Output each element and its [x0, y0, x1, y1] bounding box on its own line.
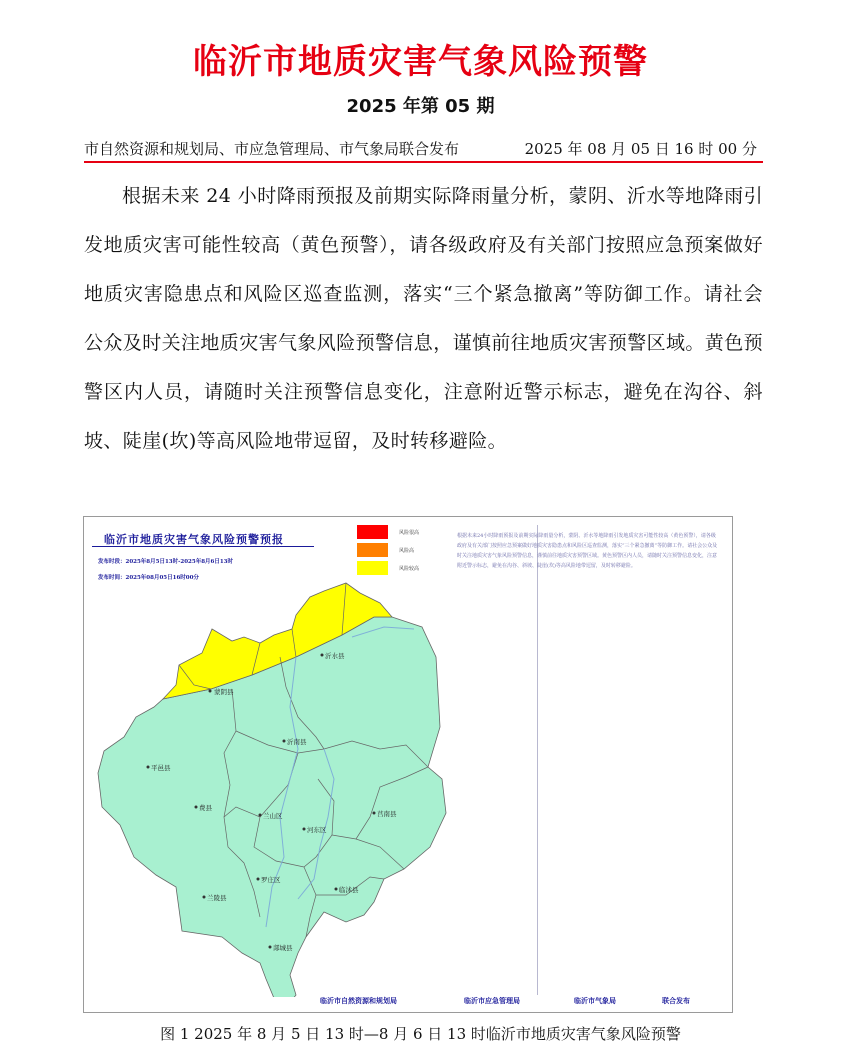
county-label-feixian: 费县	[199, 804, 212, 812]
county-dot-hedong	[303, 828, 306, 831]
map-valid-time: 发布时段：2025年8月5日13时-2025年8月6日13时	[98, 559, 234, 565]
map-panel-divider	[537, 525, 538, 995]
county-label-lanshan: 兰山区	[263, 812, 283, 820]
county-dot-luozhuang	[257, 878, 260, 881]
map-footer-org-nr: 临沂市自然资源和规划局	[320, 996, 397, 1005]
issue-number: 2025 年第 05 期	[346, 96, 495, 117]
county-label-linshu: 临沭县	[339, 886, 359, 894]
legend-label-high: 风险高	[399, 548, 415, 554]
county-dot-yishui	[321, 654, 324, 657]
legend-label-relatively-high: 风险较高	[399, 566, 420, 572]
county-label-tancheng: 郯城县	[273, 944, 293, 952]
county-label-lanling: 兰陵县	[207, 894, 227, 902]
map-title: 临沂市地质灾害气象风险预警预报	[104, 533, 284, 546]
county-label-hedong: 河东区	[307, 826, 327, 834]
county-dot-pingyi	[147, 766, 150, 769]
county-dot-junan	[373, 812, 376, 815]
county-label-yishui: 沂水县	[325, 652, 345, 660]
county-label-junan: 莒南县	[377, 810, 397, 818]
linyi-risk-map	[84, 517, 464, 997]
warning-map-figure	[83, 516, 733, 1013]
county-dot-tancheng	[269, 946, 272, 949]
county-label-luozhuang: 罗庄区	[261, 876, 281, 884]
map-footer-joint: 联合发布	[662, 996, 690, 1005]
document-title: 临沂市地质灾害气象风险预警	[193, 42, 648, 82]
county-dot-feixian	[195, 806, 198, 809]
county-dot-mengyin	[209, 690, 212, 693]
map-footer-org-em: 临沂市应急管理局	[464, 996, 520, 1005]
publish-datetime: 2025 年 08 月 05 日 16 时 00 分	[524, 140, 757, 158]
county-label-yinan: 沂南县	[287, 738, 307, 746]
figure-caption: 图 1 2025 年 8 月 5 日 13 时—8 月 6 日 13 时临沂市地质灾害气象风险预警	[160, 1025, 681, 1043]
header-rule	[84, 161, 763, 163]
publisher-line: 市自然资源和规划局、市应急管理局、市气象局联合发布	[84, 140, 460, 158]
county-label-pingyi: 平邑县	[151, 764, 171, 772]
county-dot-lanling	[203, 896, 206, 899]
map-region-low-risk	[98, 617, 446, 997]
legend-label-very-high: 风险很高	[399, 530, 420, 536]
map-issue-time: 发布时间：2025年08月05日16时00分	[98, 575, 199, 581]
county-dot-linshu	[335, 888, 338, 891]
county-dot-yinan	[283, 740, 286, 743]
warning-paragraph: 根据未来 24 小时降雨预报及前期实际降雨量分析，蒙阴、沂水等地降雨引发地质灾害可能性较高（黄色预警），请各级政府及有关部门按照应急预案做好地质灾害隐患点和风险区巡查监测，落实“三个紧急撤离”等防御工作。请社会公众及时关注地质灾害气象风险预警信息，谨慎前往地质灾害预警区域。黄色预警区内人员，请随时关注预警信息变化，注意附近警示标志，避免在沟谷、斜坡、陡崖(坎)等高风险地带逗留，及时转移避险。	[84, 185, 764, 452]
map-footer-org-met: 临沂市气象局	[574, 996, 616, 1005]
county-dot-lanshan	[259, 814, 262, 817]
map-side-text: 根据未来24小时降雨预报及前期实际降雨量分析，蒙阴、沂水等地降雨引发地质灾害可能性较高（黄色预警），请各级政府及有关部门按照应急预案做好地质灾害隐患点和风险区巡查监测，落实“三个紧急撤离”等防御工作。请社会公众及时关注地质灾害气象风险预警信息，谨慎前往地质灾害预警区域。黄色预警区内人员，请随时关注预警信息变化，注意附近警示标志，避免在沟谷、斜坡、陡崖(坎)等高风险地带逗留，及时转移避险。	[457, 533, 718, 569]
county-label-mengyin: 蒙阴县	[214, 688, 234, 696]
